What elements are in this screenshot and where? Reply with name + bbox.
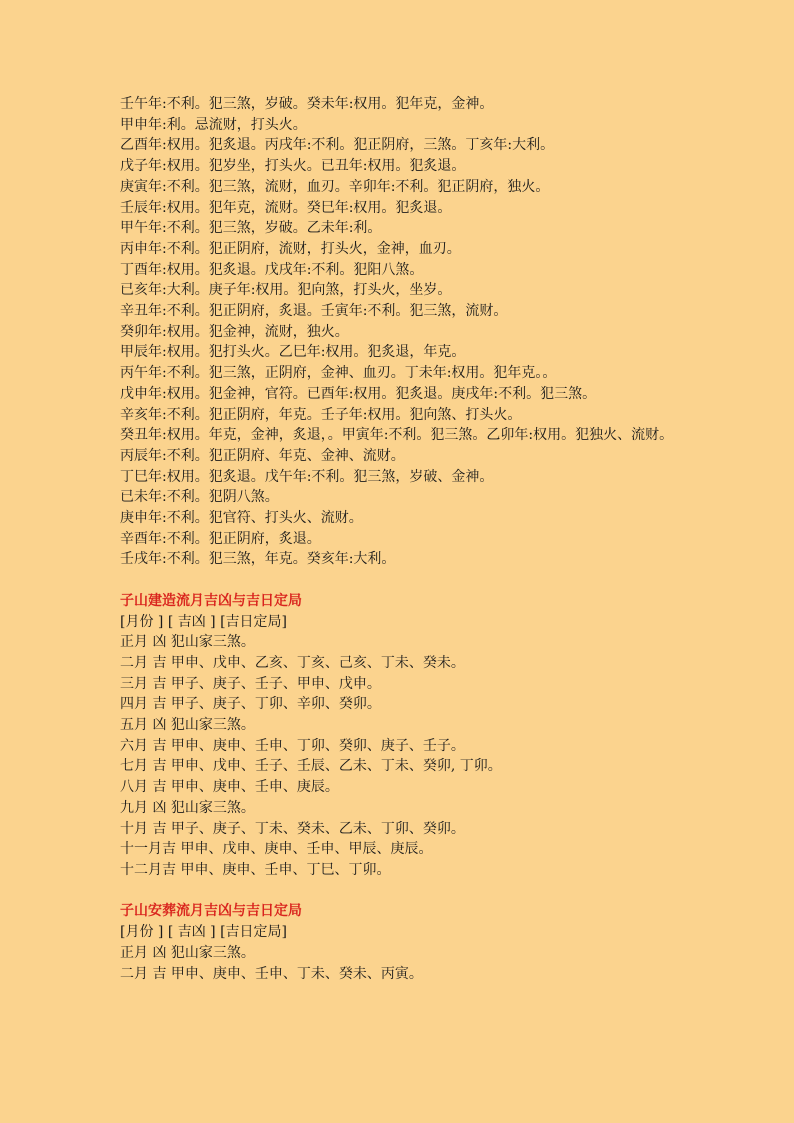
month-row: 六月 吉 甲申、庚申、壬申、丁卯、癸卯、庚子、壬子。 — [120, 737, 465, 754]
year-line: 辛酉年:不利。犯正阴府，炙退。 — [120, 530, 321, 547]
year-line: 甲午年:不利。犯三煞，岁破。乙未年:利。 — [120, 220, 382, 237]
month-row: 四月 吉 甲子、庚子、丁卯、辛卯、癸卯。 — [120, 696, 381, 713]
month-row: 九月 凶 犯山家三煞。 — [120, 799, 255, 816]
section-heading: 子山安葬流月吉凶与吉日定局 — [120, 903, 302, 920]
build-section — [120, 591, 680, 881]
year-line: 辛亥年:不利。犯正阴府，年克。壬子年:权用。犯向煞、打头火。 — [120, 406, 522, 423]
month-row: 五月 凶 犯山家三煞。 — [120, 717, 255, 734]
year-line: 庚寅年:不利。犯三煞，流财，血刃。辛卯年:不利。犯正阴府，独火。 — [120, 178, 550, 195]
month-row: 十一月吉 甲申、戊申、庚申、壬申、甲辰、庚辰。 — [120, 841, 433, 858]
table-header: [月份 ] [ 吉凶 ] [吉日定局] — [120, 924, 288, 941]
year-line: 甲申年:利。忌流财，打头火。 — [120, 116, 307, 133]
year-list — [120, 94, 680, 570]
spacer — [120, 881, 680, 902]
year-line: 癸丑年:权用。年克，金神，炙退，。甲寅年:不利。犯三煞。乙卯年:权用。犯独火、流财。 — [120, 427, 674, 444]
year-line: 戊申年:权用。犯金神，官符。已酉年:权用。犯炙退。庚戌年:不利。犯三煞。 — [120, 385, 597, 402]
year-line: 已未年:不利。犯阴八煞。 — [120, 489, 279, 506]
year-line: 甲辰年:权用。犯打头火。乙巳年:权用。犯炙退，年克。 — [120, 344, 466, 361]
year-line: 丁巳年:权用。犯炙退。戊午年:不利。犯三煞，岁破、金神。 — [120, 468, 494, 485]
section-heading: 子山建造流月吉凶与吉日定局 — [120, 592, 302, 609]
burial-section — [120, 901, 680, 984]
month-row: 十月 吉 甲子、庚子、丁未、癸未、乙未、丁卯、癸卯。 — [120, 820, 465, 837]
month-row: 二月 吉 甲申、戊申、乙亥、丁亥、己亥、丁未、癸未。 — [120, 654, 465, 671]
month-row: 正月 凶 犯山家三煞。 — [120, 634, 255, 651]
month-row: 三月 吉 甲子、庚子、壬子、甲申、戊申。 — [120, 675, 381, 692]
year-line: 庚申年:不利。犯官符、打头火、流财。 — [120, 510, 363, 527]
month-row: 八月 吉 甲申、庚申、壬申、庚辰。 — [120, 779, 339, 796]
year-line: 已亥年:大利。庚子年:权用。犯向煞，打头火，坐岁。 — [120, 282, 452, 299]
year-line: 丙辰年:不利。犯正阴府、年克、金神、流财。 — [120, 447, 405, 464]
month-row: 七月 吉 甲申、戊申、壬子、壬辰、乙未、丁未、癸卯, 丁卯。 — [120, 758, 502, 775]
year-line: 丙申年:不利。犯正阴府，流财，打头火，金神，血刃。 — [120, 240, 461, 257]
table-header: [月份 ] [ 吉凶 ] [吉日定局] — [120, 613, 288, 630]
month-row: 二月 吉 甲申、庚申、壬申、丁未、癸未、丙寅。 — [120, 965, 423, 982]
year-line: 癸卯年:权用。犯金神，流财，独火。 — [120, 323, 349, 340]
year-line: 壬辰年:权用。犯年克，流财。癸巳年:权用。犯炙退。 — [120, 199, 452, 216]
month-row: 正月 凶 犯山家三煞。 — [120, 944, 255, 961]
document-page — [120, 94, 680, 984]
month-row: 十二月吉 甲申、庚申、壬申、丁巳、丁卯。 — [120, 862, 391, 878]
year-line: 壬戌年:不利。犯三煞，年克。癸亥年:大利。 — [120, 551, 396, 568]
spacer — [120, 570, 680, 591]
year-line: 丁酉年:权用。犯炙退。戊戌年:不利。犯阳八煞。 — [120, 261, 424, 278]
year-line: 戊子年:权用。犯岁坐，打头火。已丑年:权用。犯炙退。 — [120, 158, 466, 175]
year-line: 壬午年:不利。犯三煞，岁破。癸未年:权用。犯年克，金神。 — [120, 96, 494, 112]
year-line: 乙酉年:权用。犯炙退。丙戌年:不利。犯正阴府，三煞。丁亥年:大利。 — [120, 137, 555, 154]
year-line: 辛丑年:不利。犯正阴府，炙退。壬寅年:不利。犯三煞，流财。 — [120, 303, 508, 320]
year-line: 丙午年:不利。犯三煞，正阴府，金神、血刃。丁未年:权用。犯年克。。 — [120, 365, 557, 382]
